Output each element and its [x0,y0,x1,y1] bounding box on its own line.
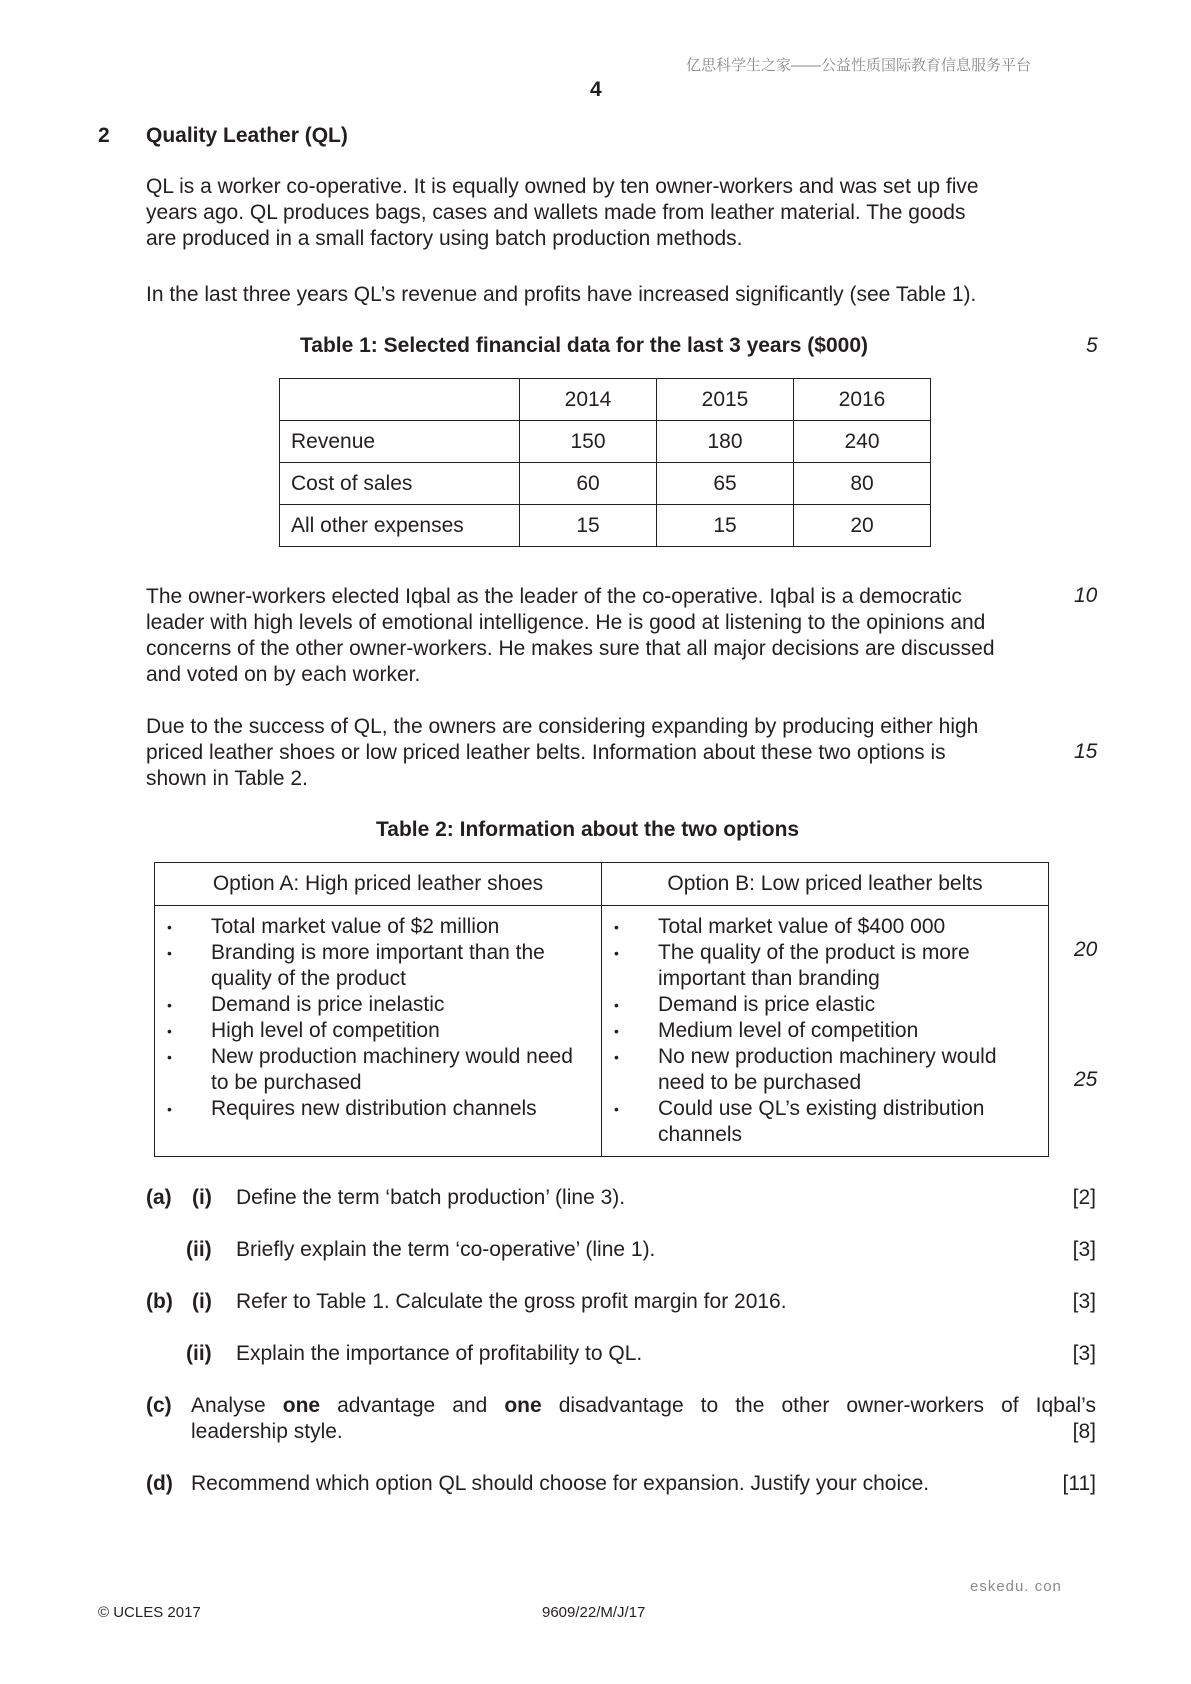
footer-copyright: © UCLES 2017 [98,1604,201,1621]
part-b-ii-text: Explain the importance of profitability to QL. [236,1342,643,1365]
part-b-ii-marks: [3] [1072,1342,1096,1365]
table2-options [154,862,1049,1157]
part-a-label: (a) [146,1186,172,1209]
page-number: 4 [590,78,602,101]
list-item: • Branding is more important than the quality of the product [155,940,601,992]
footer-watermark: eskedu. con [970,1578,1062,1595]
part-d-label: (d) [146,1472,173,1495]
line-number-10: 10 [1074,584,1098,607]
text-word-bold: one [282,1394,321,1417]
list-item: • Requires new distribution channels [155,1096,601,1122]
part-a-ii-label: (ii) [186,1238,212,1261]
header-watermark: 亿思科学生之家——公益性质国际教育信息服务平台 [686,57,1032,74]
option-a-list [155,914,601,1122]
table-cell: 180 [657,421,794,463]
line-number-15: 15 [1074,740,1098,763]
text-line: The owner-workers elected Iqbal as the leader of the co-operative. Iqbal is a democratic [146,585,962,608]
part-a-i-label: (i) [192,1186,212,1209]
table-cell: 60 [520,463,657,505]
table-row-label: All other expenses [280,505,520,547]
table-row-label: Revenue [280,421,520,463]
option-a-list-cell [155,906,602,1157]
text-line: Due to the success of QL, the owners are considering expanding by producing either high [146,715,979,738]
part-d-text: Recommend which option QL should choose for expansion. Justify your choice. [191,1472,930,1495]
text-line: leader with high levels of emotional intelligence. He is good at listening to the opinions and [146,611,986,634]
option-b-list [602,914,1048,1148]
list-item: • High level of competition [155,1018,601,1044]
line-number-20: 20 [1074,938,1098,961]
list-item: • Medium level of competition [602,1018,1048,1044]
paragraph-intro [146,174,1030,252]
text-word: owner-workers [846,1394,985,1417]
text-line: concerns of the other owner-workers. He makes sure that all major decisions are discussed [146,637,995,660]
text-word: the [735,1394,765,1417]
table-cell: 15 [657,505,794,547]
table-row [280,421,931,463]
text-word: to [700,1394,719,1417]
text-word: disadvantage [558,1394,684,1417]
part-d-marks: [11] [1062,1472,1096,1495]
question-title: Quality Leather (QL) [146,124,348,147]
text-line: In the last three years QL’s revenue and profits have increased significantly (see Table 1). [146,283,977,306]
part-b-label: (b) [146,1290,173,1313]
text-line: are produced in a small factory using batch production methods. [146,227,743,250]
option-b-heading: Option B: Low priced leather belts [602,863,1049,906]
table-row [280,463,931,505]
line-number-5: 5 [1086,334,1098,357]
text-word: of [1001,1394,1019,1417]
list-item: • Total market value of $400 000 [602,914,1048,940]
part-c-marks: [8] [1072,1420,1096,1443]
table-column-header: 2014 [520,379,657,421]
paragraph-revenue [146,282,1030,308]
table-header-blank [280,379,520,421]
table-cell: 65 [657,463,794,505]
table-row [155,863,1049,906]
part-a-ii-marks: [3] [1072,1238,1096,1261]
list-item: • Could use QL’s existing distribution channels [602,1096,1048,1148]
footer-paper-code: 9609/22/M/J/17 [542,1604,646,1621]
table2-caption: Table 2: Information about the two options [376,818,800,841]
part-b-i-marks: [3] [1072,1290,1096,1313]
option-b-list-cell [602,906,1049,1157]
text-word: advantage [337,1394,436,1417]
table1-financial-data [279,378,931,547]
table-row [155,906,1049,1157]
list-item: • New production machinery would need to be purchased [155,1044,601,1096]
list-item: • Demand is price elastic [602,992,1048,1018]
option-a-heading: Option A: High priced leather shoes [155,863,602,906]
list-item: • Total market value of $2 million [155,914,601,940]
text-line: QL is a worker co-operative. It is equally owned by ten owner-workers and was set up five [146,175,979,198]
part-b-ii-label: (ii) [186,1342,212,1365]
text-word: and [452,1394,488,1417]
list-item: • The quality of the product is more important than branding [602,940,1048,992]
table-row-label: Cost of sales [280,463,520,505]
part-c-label: (c) [146,1394,172,1417]
line-number-25: 25 [1074,1068,1098,1091]
part-c-line1 [191,1394,1096,1418]
table-cell: 150 [520,421,657,463]
table-cell: 240 [794,421,931,463]
part-a-ii-text: Briefly explain the term ‘co-operative’ (line 1). [236,1238,656,1261]
text-line: years ago. QL produces bags, cases and wallets made from leather material. The goods [146,201,966,224]
paragraph-expansion [146,714,1030,792]
text-word: other [781,1394,830,1417]
table1-caption: Table 1: Selected financial data for the last 3 years ($000) [300,334,869,357]
part-a-i-marks: [2] [1072,1186,1096,1209]
part-b-i-label: (i) [192,1290,212,1313]
question-number: 2 [98,124,110,147]
part-b-i-text: Refer to Table 1. Calculate the gross profit margin for 2016. [236,1290,787,1313]
text-word: Analyse [191,1394,266,1417]
list-item: • No new production machinery would need to be purchased [602,1044,1048,1096]
table-row [280,379,931,421]
text-word: Iqbal’s [1035,1394,1096,1417]
paragraph-leadership [146,584,1030,688]
table-column-header: 2016 [794,379,931,421]
text-word-bold: one [504,1394,542,1417]
table-cell: 20 [794,505,931,547]
part-c-line2: leadership style. [191,1420,343,1443]
table-cell: 80 [794,463,931,505]
table-row [280,505,931,547]
text-line: and voted on by each worker. [146,663,421,686]
text-line: shown in Table 2. [146,767,308,790]
table-column-header: 2015 [657,379,794,421]
list-item: • Demand is price inelastic [155,992,601,1018]
part-a-i-text: Define the term ‘batch production’ (line 3). [236,1186,626,1209]
text-line: priced leather shoes or low priced leather belts. Information about these two options is [146,741,946,764]
table-cell: 15 [520,505,657,547]
